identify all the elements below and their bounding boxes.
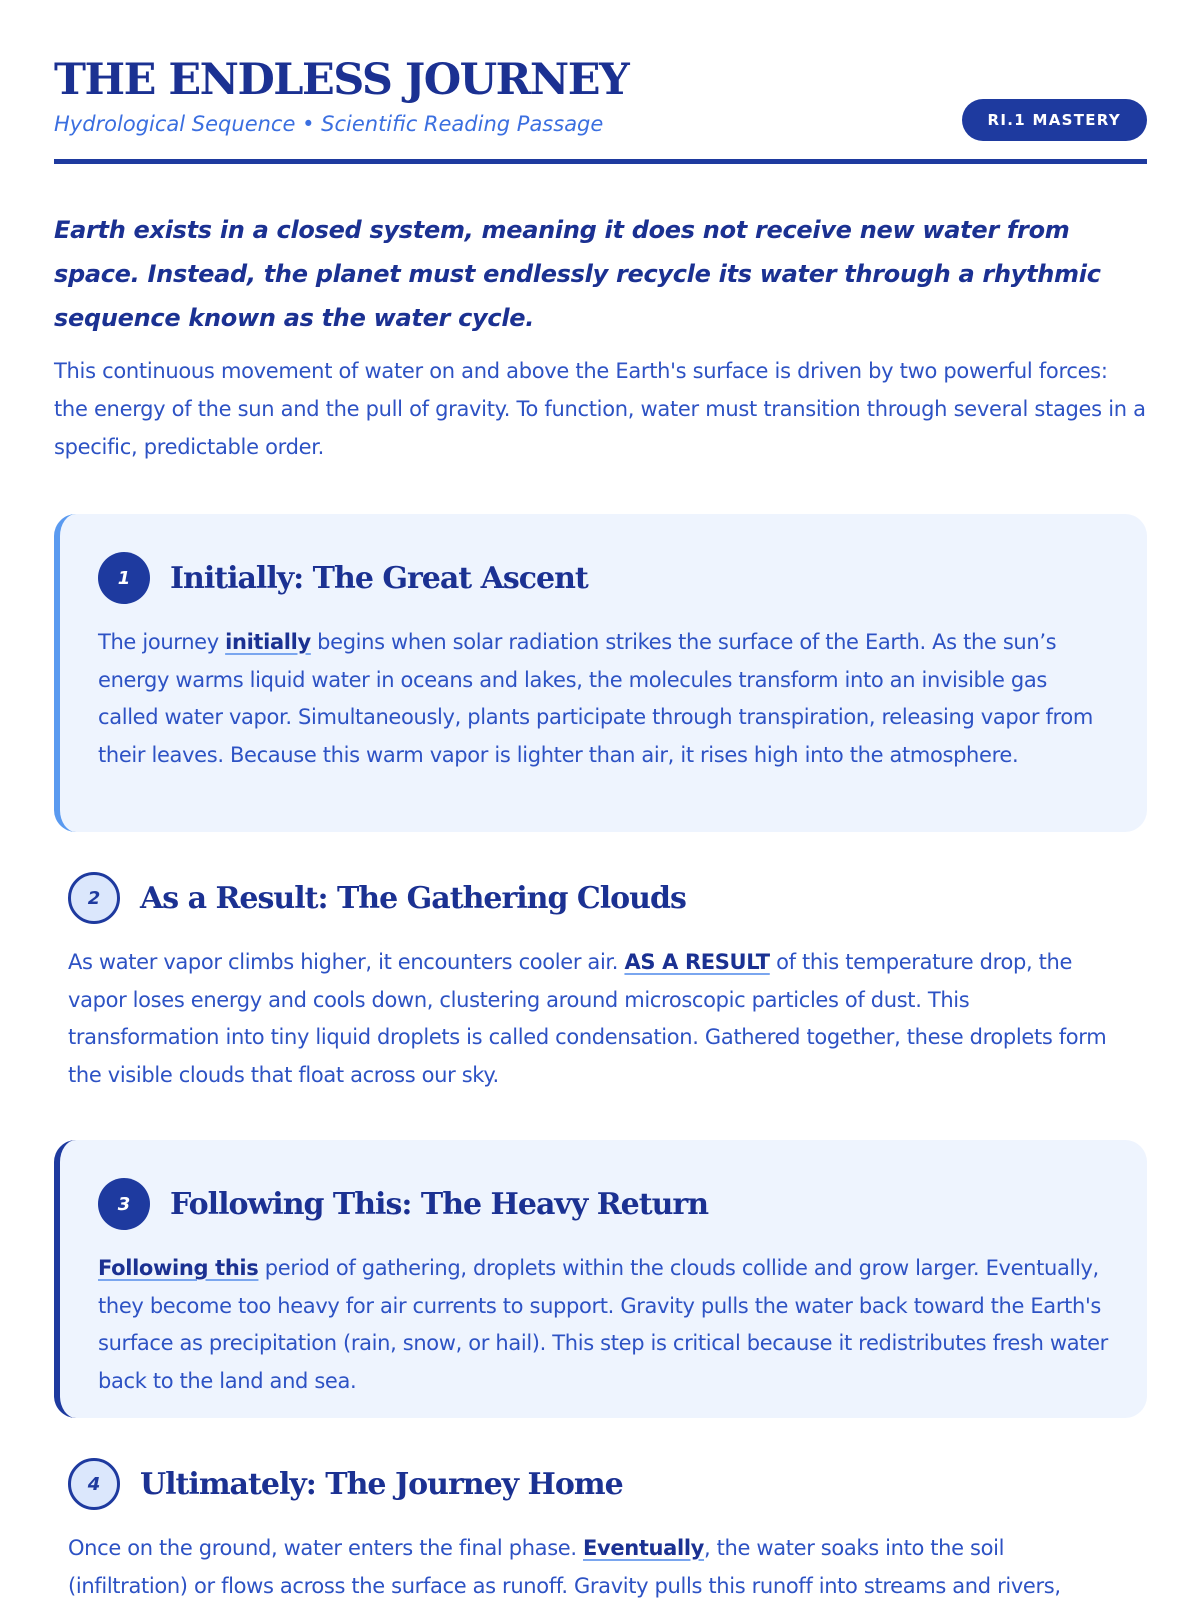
step-body <box>98 1250 1111 1400</box>
step-card-2 <box>54 870 1147 1094</box>
passage-header <box>54 54 1147 164</box>
mastery-badge: RI.1 MASTERY <box>962 99 1148 141</box>
step-number-badge: 3 <box>98 1178 150 1230</box>
step-title: Ultimately: The Journey Home <box>140 1466 623 1502</box>
step-text: period of gathering, droplets within the clouds collide and grow larger. Eventually, they become too heavy for air currents to support. Gravity pulls the water back toward the Earth's surface as precipitation (rain, snow, or hail). This step is critical because it redistributes fresh water back to the land and sea. <box>98 1256 1108 1393</box>
step-heading-3 <box>98 1176 1111 1232</box>
page-title: THE ENDLESS JOURNEY <box>54 55 629 105</box>
lead-paragraph: Earth exists in a closed system, meaning it does not receive new water from space. Instead, the planet must endlessly recycle its water through a rhythmic sequence known as the water cycle. <box>54 216 1101 332</box>
step-card-3 <box>54 1140 1147 1418</box>
step-heading-4 <box>68 1456 1119 1512</box>
step-title: As a Result: The Gathering Clouds <box>140 880 686 916</box>
step-body <box>98 624 1111 774</box>
step-heading-2 <box>68 870 1119 926</box>
step-body <box>68 1530 1119 1600</box>
step-number-badge: 2 <box>68 872 120 924</box>
step-number-badge: 1 <box>98 552 150 604</box>
transition-keyword: Eventually <box>583 1536 705 1560</box>
step-body <box>68 944 1119 1094</box>
step-text: As water vapor climbs higher, it encounters cooler air. <box>68 950 625 974</box>
step-card-1 <box>54 514 1147 832</box>
step-text: Once on the ground, water enters the final phase. <box>68 1536 584 1560</box>
transition-keyword: Following this <box>98 1256 259 1280</box>
page-subtitle: Hydrological Sequence • Scientific Reading Passage <box>54 112 604 136</box>
step-text: , the water soaks into the soil (infiltration) or flows across the surface as runoff. Gravity pulls this runoff into streams and rivers, <box>68 1536 1061 1598</box>
step-title: Initially: The Great Ascent <box>170 560 588 596</box>
step-card-4 <box>54 1456 1147 1600</box>
step-text: of this temperature drop, the vapor loses energy and cools down, clustering around microscopic particles of dust. This transformation into tiny liquid droplets is called condensation. Gathered together, these droplets form the visible clouds that float across our sky. <box>68 950 1107 1087</box>
transition-keyword: initially <box>225 630 311 654</box>
step-number-badge: 4 <box>68 1458 120 1510</box>
step-title: Following This: The Heavy Return <box>170 1186 709 1222</box>
step-text: The journey <box>98 630 226 654</box>
step-heading-1 <box>98 550 1111 606</box>
intro-paragraph: This continuous movement of water on and above the Earth's surface is driven by two powerful forces: the energy of the sun and the pull of gravity. To function, water must transition through several stages in a specific, predictable order. <box>54 359 1146 459</box>
step-text: begins when solar radiation strikes the surface of the Earth. As the sun’s energy warms liquid water in oceans and lakes, the molecules transform into an invisible gas called water vapor. Simultaneously, plants participate through transpiration, releasing vapor from their leaves. Because this warm vapor is lighter than air, it rises high into the atmosphere. <box>98 630 1093 767</box>
transition-keyword: AS A RESULT <box>624 950 770 974</box>
